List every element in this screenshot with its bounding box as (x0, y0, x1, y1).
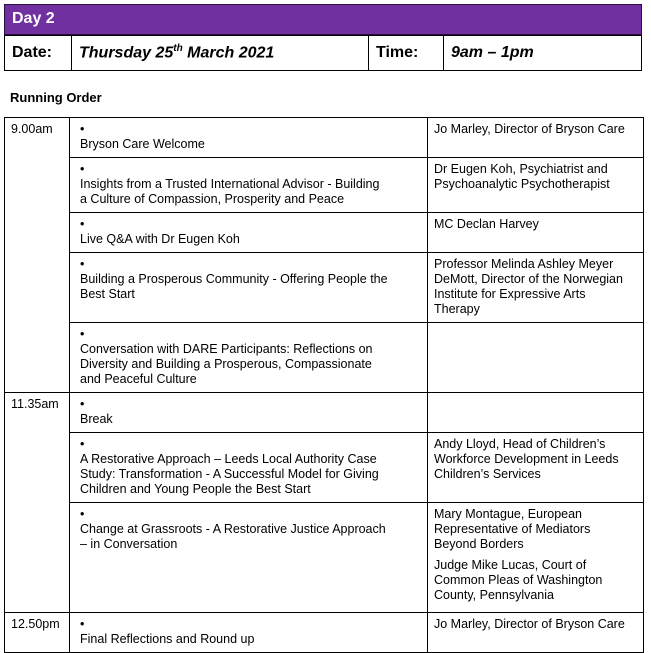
speaker-line: Dr Eugen Koh, Psychiatrist and (434, 162, 608, 176)
session-title (80, 272, 410, 302)
bullet-icon: • (80, 437, 85, 451)
speaker-line: Judge Mike Lucas, Court of (434, 558, 587, 572)
table-row (5, 503, 644, 613)
time-cell: 11.35am (5, 393, 70, 613)
session-title-line: a Culture of Compassion, Prosperity and Peace (80, 192, 345, 206)
running-order-title: Running Order (10, 90, 102, 105)
speaker-cell (428, 613, 644, 653)
session-title-line: Final Reflections and Round up (80, 632, 255, 646)
session-title (80, 137, 410, 152)
speaker-line: County, Pennsylvania (434, 588, 554, 602)
table-row (5, 433, 644, 503)
session-title-line: Diversity and Building a Prosperous, Compassionate (80, 357, 372, 371)
speaker (434, 617, 637, 632)
time-label: Time: (369, 36, 444, 71)
speaker-line: Children’s Services (434, 467, 541, 481)
speaker-line: Andy Lloyd, Head of Children’s (434, 437, 606, 451)
speaker (434, 257, 637, 317)
speaker-line: Jo Marley, Director of Bryson Care (434, 122, 625, 136)
speaker-line: Mary Montague, European (434, 507, 583, 521)
speaker-line: Institute for Expressive Arts (434, 287, 586, 301)
speaker (434, 558, 637, 603)
table-row (5, 323, 644, 393)
session-title (80, 522, 410, 552)
bullet-icon: • (80, 162, 85, 176)
speaker (434, 507, 637, 552)
session-title (80, 452, 410, 497)
session-cell (70, 323, 428, 393)
speaker-line: Beyond Borders (434, 537, 524, 551)
speaker-line: Jo Marley, Director of Bryson Care (434, 617, 625, 631)
session-title-line: Insights from a Trusted International Advisor - Building (80, 177, 380, 191)
time-value: 9am – 1pm (444, 36, 642, 71)
bullet-icon: • (80, 507, 85, 521)
session-title-line: A Restorative Approach – Leeds Local Authority Case (80, 452, 377, 466)
date-value: Thursday 25th March 2021 (72, 36, 369, 71)
speaker-line: DeMott, Director of the Norwegian (434, 272, 623, 286)
session-cell (70, 158, 428, 213)
session-title-line: Break (80, 412, 113, 426)
bullet-icon: • (80, 617, 85, 631)
session-title-line: Change at Grassroots - A Restorative Justice Approach (80, 522, 386, 536)
table-row (5, 118, 644, 158)
bullet-icon: • (80, 217, 85, 231)
session-title-line: Bryson Care Welcome (80, 137, 205, 151)
bullet-icon: • (80, 327, 85, 341)
speaker-line: Therapy (434, 302, 480, 316)
table-row (5, 613, 644, 653)
session-cell (70, 503, 428, 613)
speaker-line: MC Declan Harvey (434, 217, 539, 231)
session-title (80, 177, 410, 207)
speaker-cell (428, 503, 644, 613)
speaker-line: Representative of Mediators (434, 522, 591, 536)
event-header-table (4, 35, 642, 71)
speaker (434, 437, 637, 482)
session-cell (70, 118, 428, 158)
session-cell (70, 213, 428, 253)
session-title (80, 412, 410, 427)
speaker (434, 162, 637, 192)
session-title (80, 232, 410, 247)
bullet-icon: • (80, 397, 85, 411)
session-title-line: Children and Young People the Best Start (80, 482, 311, 496)
bullet-icon: • (80, 122, 85, 136)
day-title: Day 2 (12, 10, 55, 27)
session-cell (70, 613, 428, 653)
speaker-line: Professor Melinda Ashley Meyer (434, 257, 614, 271)
speaker-cell (428, 118, 644, 158)
running-order-body (5, 118, 644, 653)
speaker (434, 122, 637, 137)
session-title-line: Study: Transformation - A Successful Model for Giving (80, 467, 379, 481)
date-label: Date: (5, 36, 72, 71)
session-title (80, 342, 410, 387)
table-row (5, 158, 644, 213)
session-cell (70, 393, 428, 433)
time-cell: 9.00am (5, 118, 70, 393)
table-row (5, 253, 644, 323)
speaker-cell (428, 393, 644, 433)
speaker (434, 217, 637, 232)
time-cell: 12.50pm (5, 613, 70, 653)
session-title-line: – in Conversation (80, 537, 178, 551)
speaker-cell (428, 253, 644, 323)
day-banner (4, 4, 642, 35)
table-row (5, 393, 644, 433)
speaker-line: Common Pleas of Washington (434, 573, 603, 587)
session-cell (70, 433, 428, 503)
running-order-table (4, 117, 644, 653)
session-title (80, 632, 410, 647)
speaker-cell (428, 158, 644, 213)
session-cell (70, 253, 428, 323)
speaker-cell (428, 323, 644, 393)
speaker-line: Workforce Development in Leeds (434, 452, 619, 466)
session-title-line: Building a Prosperous Community - Offering People the (80, 272, 388, 286)
table-row (5, 213, 644, 253)
session-title-line: Live Q&A with Dr Eugen Koh (80, 232, 240, 246)
session-title-line: Conversation with DARE Participants: Reflections on (80, 342, 373, 356)
speaker-cell (428, 433, 644, 503)
speaker-line: Psychoanalytic Psychotherapist (434, 177, 610, 191)
bullet-icon: • (80, 257, 85, 271)
session-title-line: and Peaceful Culture (80, 372, 197, 386)
session-title-line: Best Start (80, 287, 135, 301)
speaker-cell (428, 213, 644, 253)
